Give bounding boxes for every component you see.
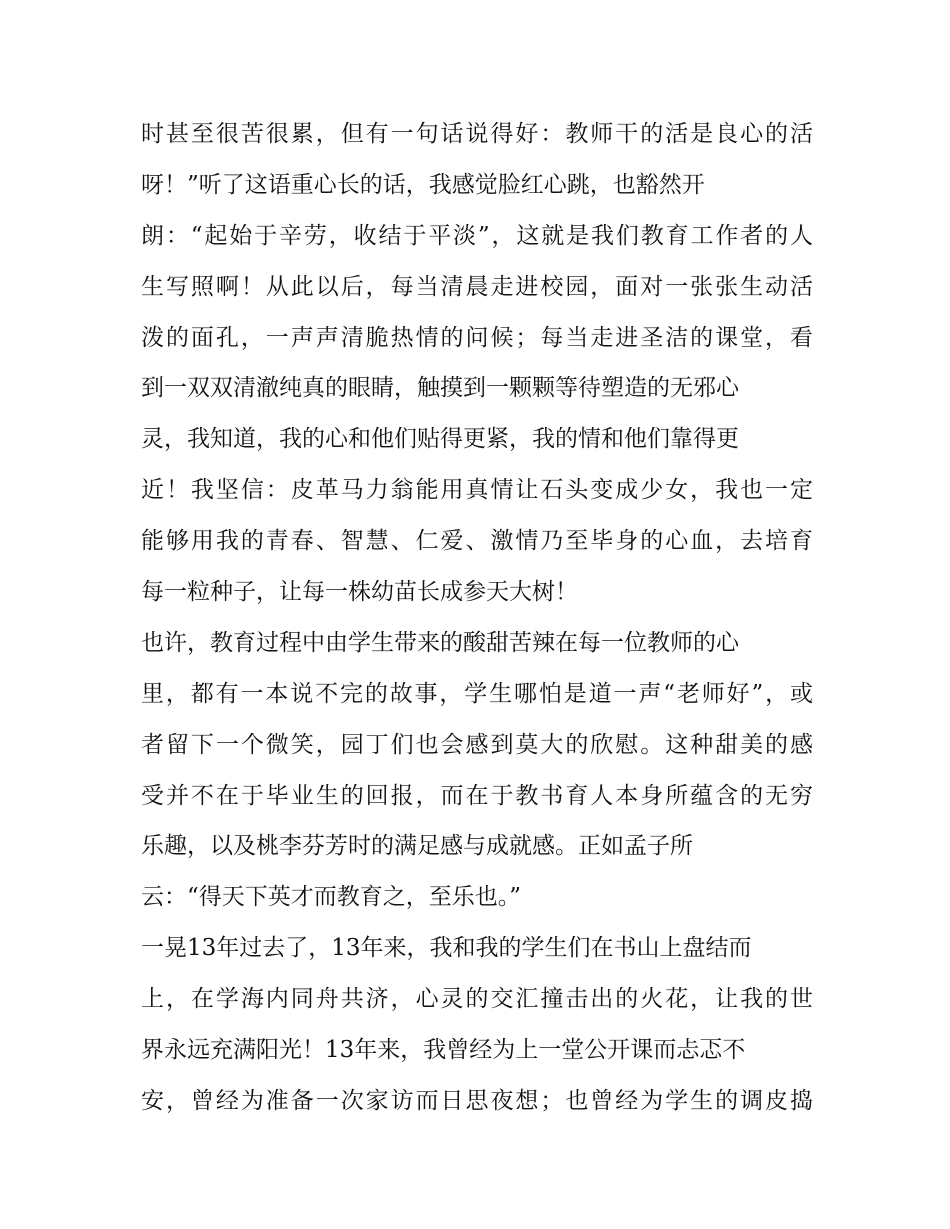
text-line: 界永远充满阳光！13年来，我曾经为上一堂公开课而忐忑不	[141, 1037, 746, 1064]
text-line: 安，曾经为准备一次家访而日思夜想；也曾经为学生的调皮捣	[141, 1087, 813, 1114]
text-line: 灵，我知道，我的心和他们贴得更紧，我的情和他们靠得更	[141, 426, 739, 453]
text-line: 者留下一个微笑，园丁们也会感到莫大的欣慰。这种甜美的感	[141, 731, 813, 758]
text-line: 上，在学海内同舟共济，心灵的交汇撞击出的火花，让我的世	[141, 986, 813, 1013]
text-line: 泼的面孔，一声声清脆热情的问候；每当走进圣洁的课堂，看	[141, 324, 813, 351]
text-line: 能够用我的青春、智慧、仁爱、激情乃至毕身的心血，去培育	[141, 528, 813, 555]
text-line: 受并不在于毕业生的回报，而在于教书育人本身所蕴含的无穷	[141, 782, 813, 809]
text-line: 乐趣，以及桃李芬芳时的满足感与成就感。正如孟子所	[141, 833, 693, 860]
text-line: 近！我坚信：皮革马力翁能用真情让石头变成少女，我也一定	[141, 477, 813, 504]
text-line: 时甚至很苦很累，但有一句话说得好：教师干的活是良心的活	[141, 121, 813, 147]
text-line: 云：“得天下英才而教育之，至乐也。”	[141, 884, 522, 911]
text-line: 一晃13年过去了，13年来，我和我的学生们在书山上盘结而	[141, 935, 752, 962]
text-line: 到一双双清澈纯真的眼睛，触摸到一颗颗等待塑造的无邪心	[141, 375, 739, 402]
document-page	[141, 109, 813, 1127]
text-line: 生写照啊！从此以后，每当清晨走进校园，面对一张张生动活	[141, 273, 813, 300]
text-line: 也许，教育过程中由学生带来的酸甜苦辣在每一位教师的心	[141, 629, 739, 656]
text-line: 每一粒种子，让每一株幼苗长成参天大树！	[141, 579, 578, 606]
text-line: 朗：“起始于辛劳，收结于平淡”，这就是我们教育工作者的人	[141, 222, 813, 249]
text-line: 呀！”听了这语重心长的话，我感觉脸红心跳，也豁然开	[141, 171, 705, 198]
text-line: 里，都有一本说不完的故事，学生哪怕是道一声“老师好”，或	[141, 680, 813, 707]
